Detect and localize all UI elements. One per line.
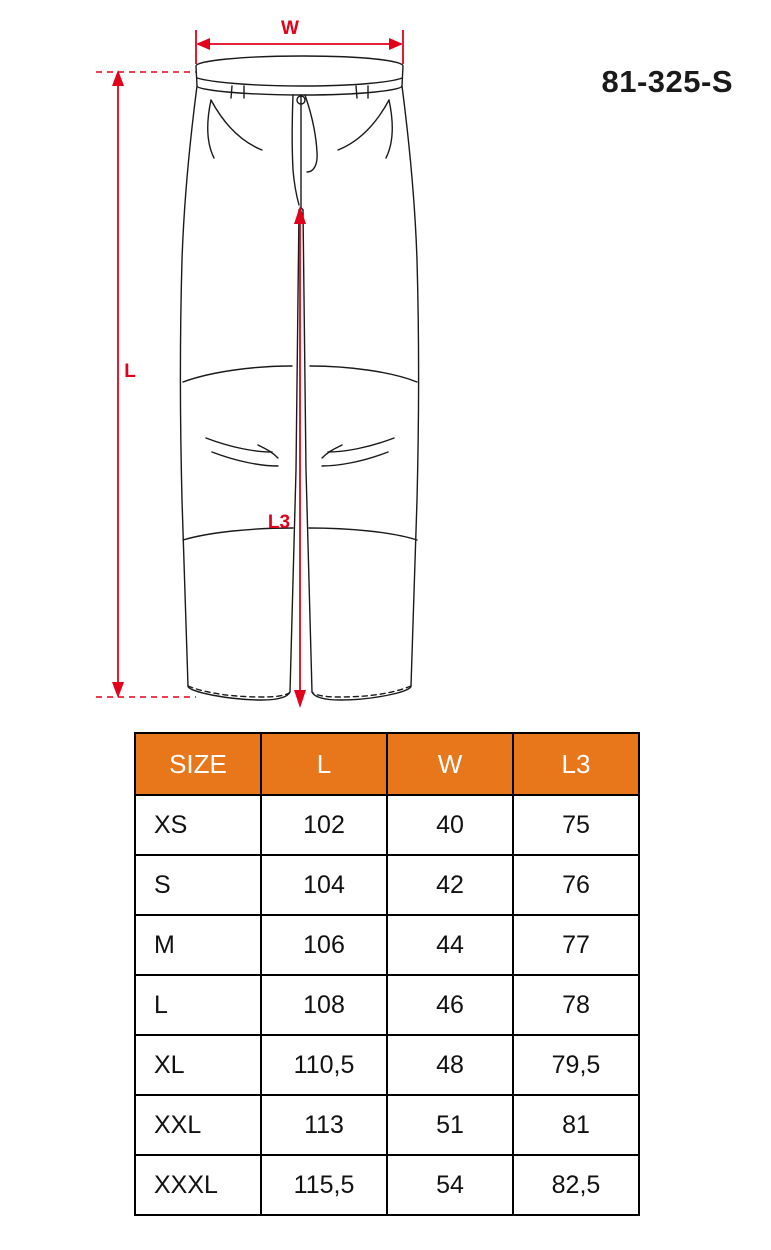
cell-size: XXXL xyxy=(135,1155,261,1215)
cell-l3: 82,5 xyxy=(513,1155,639,1215)
table-row xyxy=(135,1095,639,1155)
cell-size: L xyxy=(135,975,261,1035)
column-header-l: L xyxy=(261,733,387,795)
right-knee-seam-bottom xyxy=(309,528,417,540)
fly-edge xyxy=(292,95,299,205)
cell-w: 46 xyxy=(387,975,513,1035)
right-knee-dart-upper xyxy=(328,438,394,452)
cell-w: 44 xyxy=(387,915,513,975)
cell-w: 48 xyxy=(387,1035,513,1095)
inseam-arrowhead-top xyxy=(294,206,306,224)
left-pocket-opening xyxy=(211,100,262,150)
fly-stitch xyxy=(305,95,317,172)
table-row xyxy=(135,795,639,855)
cell-size: XXL xyxy=(135,1095,261,1155)
cell-l: 104 xyxy=(261,855,387,915)
table-row xyxy=(135,915,639,975)
cell-l3: 78 xyxy=(513,975,639,1035)
table-row xyxy=(135,975,639,1035)
cell-w: 54 xyxy=(387,1155,513,1215)
size-table xyxy=(134,732,640,1216)
waistband xyxy=(196,56,403,95)
column-header-l3: L3 xyxy=(513,733,639,795)
cell-size: S xyxy=(135,855,261,915)
column-header-size: SIZE xyxy=(135,733,261,795)
right-knee-dart-lower xyxy=(322,452,388,466)
cell-l: 115,5 xyxy=(261,1155,387,1215)
cell-l3: 81 xyxy=(513,1095,639,1155)
size-table-container xyxy=(134,732,638,1216)
length-label: L xyxy=(124,361,136,382)
cell-l3: 79,5 xyxy=(513,1035,639,1095)
cell-l: 110,5 xyxy=(261,1035,387,1095)
left-leg-outline xyxy=(181,86,300,700)
table-header-row xyxy=(135,733,639,795)
cell-w: 51 xyxy=(387,1095,513,1155)
length-arrowhead-bottom xyxy=(112,682,124,698)
cell-l3: 76 xyxy=(513,855,639,915)
left-knee-seam-top xyxy=(183,366,292,382)
right-pocket-edge xyxy=(386,100,392,158)
width-arrowhead-right xyxy=(389,38,403,50)
table-row xyxy=(135,855,639,915)
left-hem xyxy=(188,686,290,697)
right-leg-outline xyxy=(303,86,419,700)
left-knee-dart-upper xyxy=(206,438,272,452)
table-row xyxy=(135,1155,639,1215)
cell-l: 113 xyxy=(261,1095,387,1155)
width-label: W xyxy=(281,18,299,39)
waistband-seam xyxy=(197,78,402,86)
cell-size: XL xyxy=(135,1035,261,1095)
cell-l3: 77 xyxy=(513,915,639,975)
belt-loop-right xyxy=(356,86,368,98)
left-knee-dart-lower xyxy=(212,452,278,466)
table-row xyxy=(135,1035,639,1095)
column-header-w: W xyxy=(387,733,513,795)
left-pocket-edge xyxy=(208,100,214,158)
cell-w: 42 xyxy=(387,855,513,915)
product-code: 81-325-S xyxy=(601,64,733,99)
cell-l: 106 xyxy=(261,915,387,975)
cell-size: XS xyxy=(135,795,261,855)
right-knee-seam-top xyxy=(310,366,417,382)
cell-w: 40 xyxy=(387,795,513,855)
cell-l3: 75 xyxy=(513,795,639,855)
inseam-arrowhead-bottom xyxy=(294,690,306,708)
right-pocket-opening xyxy=(338,100,389,150)
inseam-label: L3 xyxy=(267,512,291,533)
cell-l: 108 xyxy=(261,975,387,1035)
width-arrowhead-left xyxy=(196,38,210,50)
cell-l: 102 xyxy=(261,795,387,855)
cell-size: M xyxy=(135,915,261,975)
right-hem xyxy=(312,686,411,697)
